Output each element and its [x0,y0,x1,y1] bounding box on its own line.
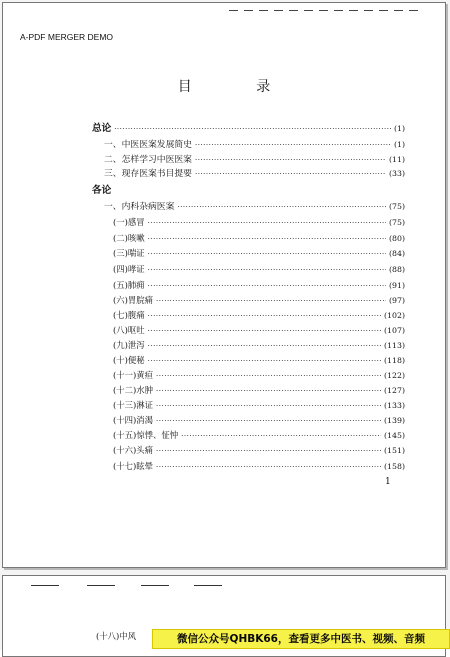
toc-entry-label: (六)胃脘痛 [113,295,154,305]
toc-entry-label: (十六)头痛 [113,445,154,455]
toc-entry-page: (102) [384,311,405,320]
toc-leader-dots [156,403,381,410]
toc-entry-label: 一、中医医案发展简史 [104,140,192,150]
toc-entry-page: (107) [384,326,405,335]
toc-entry-label: 各论 [92,185,112,196]
toc-leader-dots [148,328,381,335]
toc-entry-label: 一、内科杂病医案 [104,202,175,212]
toc-entry [113,218,405,227]
toc-entry [104,170,405,179]
toc-entry-page: (1) [393,140,405,149]
toc-leader-dots [156,298,386,305]
toc-leader-dots [177,204,386,211]
toc-entry [104,203,405,212]
toc-entry [113,462,405,471]
table-of-contents [3,3,445,567]
toc-entry-label: (一)感冒 [113,217,145,227]
toc-entry-label: (三)喘证 [113,248,145,258]
toc-entry-label: (七)腹痛 [113,310,145,320]
toc-entry-page: (145) [384,431,405,440]
toc-entry [113,341,405,350]
toc-entry-page: (118) [384,356,405,365]
toc-entry-label: 总论 [92,123,112,134]
toc-entry [113,446,405,455]
toc-leader-dots [148,267,386,274]
toc-entry [113,356,405,365]
toc-entry-page: (1) [393,124,405,133]
toc-entry-label: (十七)眩晕 [113,461,154,471]
toc-entry [104,156,405,165]
toc-leader-dots [195,157,386,164]
next-page-first-entry: (十八)中风 [96,631,137,641]
toc-entry-page: (80) [388,234,405,243]
page-number: 1 [385,477,391,487]
toc-leader-dots [156,464,381,471]
toc-entry-page: (88) [388,265,405,274]
toc-leader-dots [114,126,391,133]
toc-entry [113,249,405,258]
toc-entry-label: (十)便秘 [113,355,145,365]
toc-entry-label: (四)哮证 [113,264,145,274]
toc-entry-page: (33) [388,169,405,178]
toc-leader-dots [156,373,381,380]
toc-leader-dots [148,313,381,320]
toc-entry-label: (八)呕吐 [113,325,145,335]
toc-entry-label: (十三)淋证 [113,400,154,410]
toc-entry-label: (二)咳嗽 [113,233,145,243]
toc-entry-page: (75) [388,218,405,227]
toc-leader-dots [156,418,381,425]
toc-entry [113,371,405,380]
toc-entry [113,234,405,243]
toc-entry-page: (158) [384,462,405,471]
toc-entry-page: (133) [384,401,405,410]
toc-leader-dots [148,251,386,258]
toc-entry [113,281,405,290]
toc-entry-page: (113) [384,341,405,350]
watermark-text: A-PDF MERGER DEMO [20,32,114,42]
toc-entry [92,186,405,196]
toc-entry [104,141,405,150]
toc-leader-dots [195,142,391,149]
toc-entry-page: (84) [388,249,405,258]
toc-leader-dots [195,171,386,178]
toc-leader-dots [148,343,381,350]
promo-banner: 微信公众号QHBK66，查看更多中医书、视频、音频 [152,629,450,649]
toc-entry-label: 三、现存医案书目提要 [104,169,192,179]
toc-entry-label: (九)泄泻 [113,340,145,350]
toc-entry-page: (75) [388,202,405,211]
toc-entry-label: (十二)水肿 [113,385,154,395]
toc-leader-dots [148,283,386,290]
toc-leader-dots [148,358,381,365]
toc-entry-page: (122) [384,371,405,380]
toc-entry-label: (五)肺痈 [113,280,145,290]
toc-entry [113,265,405,274]
toc-entry [92,124,405,134]
toc-entry-page: (91) [388,281,405,290]
toc-entry [113,296,405,305]
toc-entry [113,386,405,395]
toc-entry-label: (十四)消渴 [113,415,154,425]
toc-entry-page: (127) [384,386,405,395]
toc-entry-label: (十一)黄疸 [113,370,154,380]
toc-title: 目 录 [177,79,301,95]
toc-entry-page: (11) [388,155,405,164]
toc-entry-label: 二、怎样学习中医医案 [104,155,192,165]
toc-leader-dots [148,236,386,243]
document-page [2,2,446,568]
toc-leader-dots [181,433,381,440]
toc-entry [113,431,405,440]
toc-leader-dots [148,220,386,227]
toc-entry [113,326,405,335]
toc-entry [113,416,405,425]
toc-entry-page: (151) [384,446,405,455]
toc-leader-dots [156,388,381,395]
toc-entry-page: (139) [384,416,405,425]
toc-entry-label: (十五)惊悸、怔忡 [113,430,179,440]
toc-entry [113,401,405,410]
toc-leader-dots [156,448,381,455]
toc-entry-page: (97) [388,296,405,305]
toc-entry [113,311,405,320]
